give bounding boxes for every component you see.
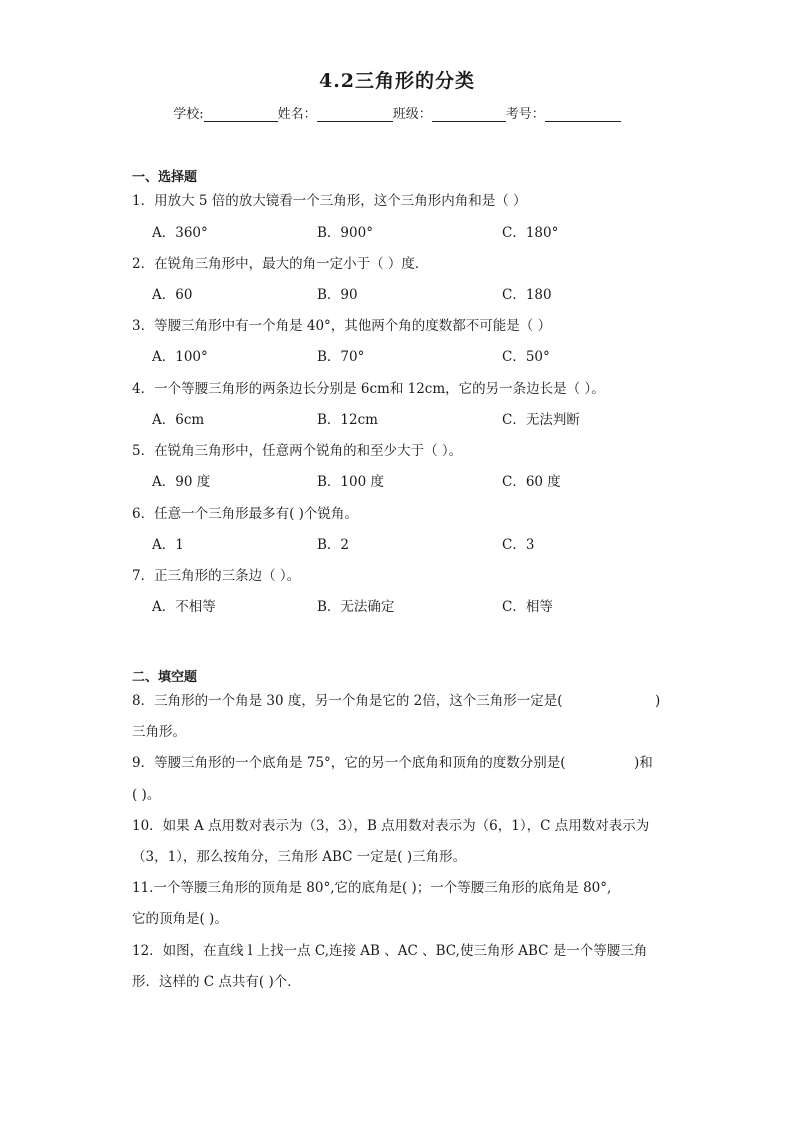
option-b[interactable]: B．12cm	[317, 412, 378, 428]
options-7	[152, 598, 672, 616]
option-b[interactable]: B．900°	[317, 225, 373, 241]
question-9-close: )和	[634, 755, 653, 771]
question-6: 6．任意一个三角形最多有( )个锐角。	[132, 506, 358, 522]
class-label: 班级：	[392, 107, 432, 122]
option-b[interactable]: B．无法确定	[317, 599, 395, 615]
question-8-line-2: 三角形。	[132, 724, 186, 740]
option-c[interactable]: C．180	[502, 287, 552, 303]
question-12-line-1: 12．如图，在直线 l 上找一点 C,连接 AB 、AC 、BC,使三角形 ABC 是一个等腰三角	[132, 943, 648, 959]
question-12-line-2: 形．这样的 C 点共有( )个．	[132, 974, 301, 990]
exam-number-label: 考号：	[505, 107, 545, 122]
question-7: 7．正三角形的三条边（ ）。	[132, 568, 301, 584]
section-heading-choice: 一、选择题	[132, 170, 198, 185]
options-1	[152, 224, 672, 242]
name-label: 姓名：	[277, 107, 317, 122]
options-5	[152, 473, 672, 491]
page-title: 4.2三角形的分类	[318, 70, 476, 92]
option-a[interactable]: A．60	[152, 287, 193, 303]
option-b[interactable]: B．90	[317, 287, 358, 303]
option-b[interactable]: B．100 度	[317, 474, 384, 490]
question-11-line-2: 它的顶角是( )。	[132, 911, 228, 927]
question-11-line-1: 11.一个等腰三角形的顶角是 80°,它的底角是( )；一个等腰三角形的底角是 80°,	[132, 880, 612, 896]
option-a[interactable]: A．不相等	[152, 599, 216, 615]
question-5: 5．在锐角三角形中，任意两个锐角的和至少大于（ ）。	[132, 443, 463, 459]
exam-number-blank[interactable]	[545, 107, 621, 122]
name-blank[interactable]	[317, 107, 393, 122]
option-a[interactable]: A．1	[152, 537, 184, 553]
question-8-line-1: 8．三角形的一个角是 30 度，另一个角是它的 2倍，这个三角形一定是(	[132, 693, 563, 709]
question-10-line-2: （3，1），那么按角分，三角形 ABC 一定是( )三角形。	[132, 849, 467, 865]
option-a[interactable]: A．100°	[152, 349, 208, 365]
question-10-line-1: 10．如果 A 点用数对表示为（3，3），B 点用数对表示为（6，1），C 点用数对表示为	[132, 818, 650, 834]
option-a[interactable]: A．90 度	[152, 474, 211, 490]
question-9-line-1: 9．等腰三角形的一个底角是 75°，它的另一个底角和顶角的度数分别是(	[132, 755, 566, 771]
option-c[interactable]: C．60 度	[502, 474, 561, 490]
option-a[interactable]: A．6cm	[152, 412, 205, 428]
question-4: 4．一个等腰三角形的两条边长分别是 6cm和 12cm，它的另一条边长是（ ）。	[132, 381, 605, 397]
option-b[interactable]: B．2	[317, 537, 350, 553]
options-4	[152, 411, 672, 429]
question-9-line-2: ( )。	[132, 787, 161, 803]
option-a[interactable]: A．360°	[152, 225, 208, 241]
option-c[interactable]: C．相等	[502, 599, 553, 615]
question-3: 3．等腰三角形中有一个角是 40°，其他两个角的度数都不可能是（ ）	[132, 318, 552, 334]
option-c[interactable]: C．无法判断	[502, 412, 580, 428]
section-heading-fill: 二、填空题	[132, 670, 198, 685]
school-blank[interactable]	[204, 107, 278, 122]
options-3	[152, 348, 672, 366]
student-info-row	[0, 103, 794, 122]
question-2: 2．在锐角三角形中，最大的角一定小于（ ）度．	[132, 256, 429, 272]
option-b[interactable]: B．70°	[317, 349, 365, 365]
option-c[interactable]: C．180°	[502, 225, 559, 241]
option-c[interactable]: C．50°	[502, 349, 550, 365]
question-8-close-paren: )	[655, 693, 661, 709]
question-1: 1．用放大 5 倍的放大镜看一个三角形，这个三角形内角和是（ ）	[132, 193, 527, 209]
class-blank[interactable]	[432, 107, 506, 122]
options-6	[152, 536, 672, 554]
options-2	[152, 286, 672, 304]
option-c[interactable]: C．3	[502, 537, 535, 553]
school-label: 学校:	[173, 107, 204, 122]
